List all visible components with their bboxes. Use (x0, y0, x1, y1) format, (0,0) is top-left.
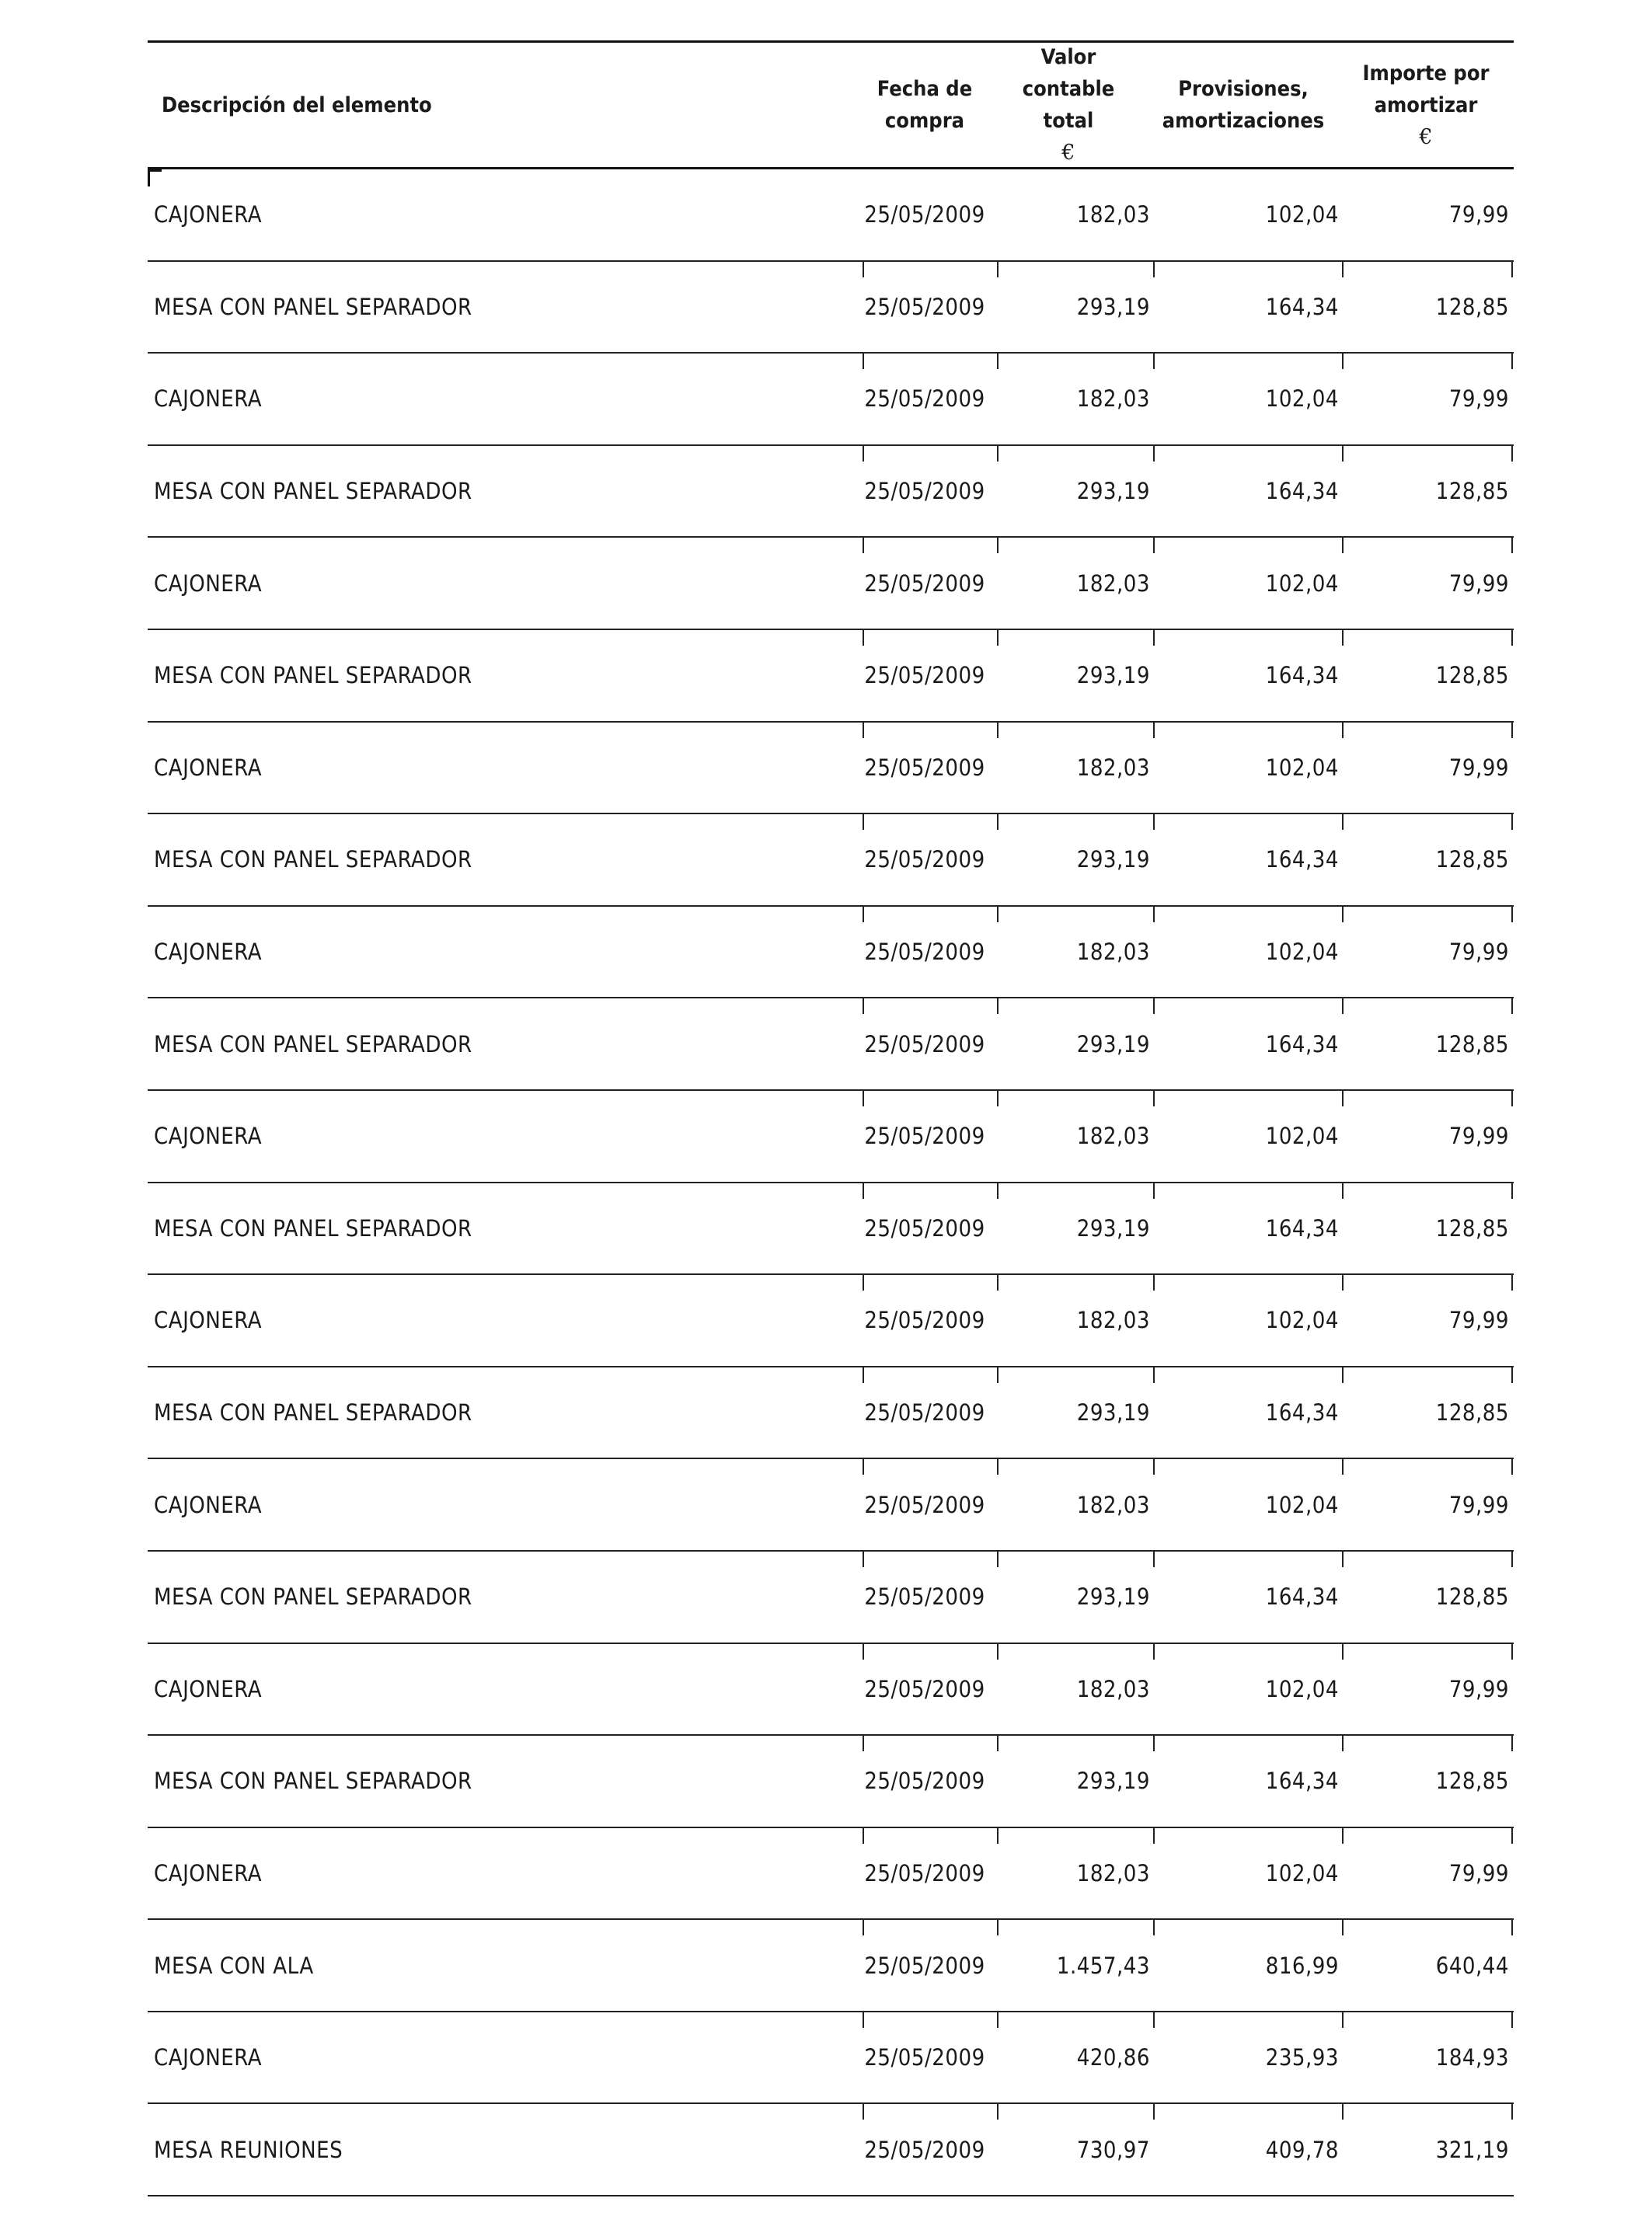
column-tick (1153, 1644, 1155, 1660)
column-tick (1511, 1828, 1513, 1844)
cell-book-value: 293,19 (1076, 1399, 1150, 1427)
table-row (148, 262, 1514, 354)
column-tick (1153, 814, 1155, 830)
column-tick (1342, 1091, 1344, 1106)
cell-purchase-date: 25/05/2009 (864, 662, 985, 689)
cell-purchase-date: 25/05/2009 (864, 1583, 985, 1611)
table-row (148, 169, 1514, 262)
cell-purchase-date: 25/05/2009 (864, 478, 985, 505)
cell-book-value: 182,03 (1076, 1675, 1150, 1702)
cell-provisions: 102,04 (1265, 1123, 1339, 1150)
column-tick (997, 1644, 999, 1660)
column-tick (1153, 1920, 1155, 1935)
header-amount-line2: amortizar € (1362, 89, 1489, 153)
cell-purchase-date: 25/05/2009 (864, 846, 985, 873)
cell-book-value: 182,03 (1076, 1123, 1150, 1150)
cell-provisions: 164,34 (1265, 1214, 1339, 1242)
header-book-value-line2: contable (1022, 77, 1115, 101)
cell-description: CAJONERA (154, 385, 263, 413)
table-row (148, 630, 1514, 723)
header-description: Descripción del elemento (162, 92, 432, 117)
cell-provisions: 164,34 (1265, 1030, 1339, 1057)
table-row (148, 1091, 1514, 1183)
column-tick (1342, 538, 1344, 553)
cell-description: CAJONERA (154, 2044, 263, 2071)
column-tick (997, 2012, 999, 2028)
cell-book-value: 182,03 (1076, 1859, 1150, 1886)
cell-provisions: 164,34 (1265, 293, 1339, 320)
cell-purchase-date: 25/05/2009 (864, 1675, 985, 1702)
table-body (148, 169, 1514, 2196)
cell-amount-to-amortize: 79,99 (1448, 754, 1509, 781)
cell-provisions: 102,04 (1265, 1675, 1339, 1702)
column-tick (1342, 1367, 1344, 1383)
column-tick (1511, 1367, 1513, 1383)
column-tick (997, 354, 999, 369)
cell-provisions: 102,04 (1265, 754, 1339, 781)
table-row (148, 2012, 1514, 2105)
cell-description: MESA CON PANEL SEPARADOR (154, 478, 472, 505)
cell-amount-to-amortize: 184,93 (1435, 2044, 1509, 2071)
header-book-value-line3: total € (1023, 105, 1115, 169)
cell-purchase-date: 25/05/2009 (864, 385, 985, 413)
cell-description: CAJONERA (154, 1123, 263, 1150)
header-book-value (999, 43, 1138, 167)
cell-description: MESA CON PANEL SEPARADOR (154, 1768, 472, 1795)
cell-book-value: 420,86 (1076, 2044, 1150, 2071)
cell-purchase-date: 25/05/2009 (864, 201, 985, 228)
column-tick (1511, 1091, 1513, 1106)
cell-description: CAJONERA (154, 1491, 263, 1518)
header-provisions-line2: amortizaciones (1162, 109, 1325, 133)
cell-book-value: 182,03 (1076, 754, 1150, 781)
cell-amount-to-amortize: 128,85 (1435, 293, 1509, 320)
column-tick (1511, 1183, 1513, 1199)
cell-purchase-date: 25/05/2009 (864, 570, 985, 597)
cell-description: MESA CON PANEL SEPARADOR (154, 662, 472, 689)
column-tick (997, 1552, 999, 1567)
column-tick (997, 1736, 999, 1751)
cell-description: MESA REUNIONES (154, 2136, 343, 2163)
cell-book-value: 1.457,43 (1056, 1952, 1150, 1979)
column-tick (1511, 1275, 1513, 1291)
column-tick (1511, 2012, 1513, 2028)
column-tick (1153, 2012, 1155, 2028)
cell-provisions: 164,34 (1265, 662, 1339, 689)
header-purchase-date-line2: compra (884, 109, 965, 133)
cell-book-value: 293,19 (1076, 662, 1150, 689)
asset-table (148, 40, 1514, 2196)
column-tick (1342, 354, 1344, 369)
cell-description: CAJONERA (154, 1859, 263, 1886)
cell-amount-to-amortize: 128,85 (1435, 846, 1509, 873)
cell-purchase-date: 25/05/2009 (864, 1859, 985, 1886)
column-tick (997, 814, 999, 830)
table-row (148, 814, 1514, 907)
cell-book-value: 293,19 (1076, 846, 1150, 873)
cell-provisions: 164,34 (1265, 1768, 1339, 1795)
cell-purchase-date: 25/05/2009 (864, 939, 985, 966)
column-tick (1153, 354, 1155, 369)
cell-amount-to-amortize: 321,19 (1435, 2136, 1509, 2163)
column-tick (1153, 1275, 1155, 1291)
cell-provisions: 409,78 (1265, 2136, 1339, 2163)
cell-book-value: 182,03 (1076, 939, 1150, 966)
cell-purchase-date: 25/05/2009 (864, 1123, 985, 1150)
cell-amount-to-amortize: 79,99 (1448, 201, 1509, 228)
cell-purchase-date: 25/05/2009 (864, 2044, 985, 2071)
euro-symbol: € (1419, 124, 1433, 149)
cell-book-value: 293,19 (1076, 1030, 1150, 1057)
header-amount-to-amortize (1344, 43, 1507, 167)
column-tick (1153, 2104, 1155, 2120)
cell-provisions: 102,04 (1265, 939, 1339, 966)
column-tick (1342, 723, 1344, 738)
column-tick (1153, 1091, 1155, 1106)
table-row (148, 1459, 1514, 1552)
cell-book-value: 293,19 (1076, 1768, 1150, 1795)
column-tick (1153, 262, 1155, 277)
table-row (148, 1183, 1514, 1276)
cell-purchase-date: 25/05/2009 (864, 293, 985, 320)
cell-provisions: 102,04 (1265, 1491, 1339, 1518)
cell-description: MESA CON PANEL SEPARADOR (154, 846, 472, 873)
cell-provisions: 164,34 (1265, 478, 1339, 505)
column-tick (1511, 1736, 1513, 1751)
column-tick (1511, 446, 1513, 462)
cell-description: CAJONERA (154, 754, 263, 781)
table-row (148, 538, 1514, 630)
cell-description: CAJONERA (154, 570, 263, 597)
column-tick (1342, 1828, 1344, 1844)
column-tick (1342, 1275, 1344, 1291)
cell-provisions: 102,04 (1265, 201, 1339, 228)
cell-provisions: 164,34 (1265, 1399, 1339, 1427)
column-tick (1153, 538, 1155, 553)
column-tick (997, 907, 999, 922)
column-tick (997, 1459, 999, 1475)
cell-amount-to-amortize: 128,85 (1435, 478, 1509, 505)
column-tick (1511, 2104, 1513, 2120)
cell-amount-to-amortize: 79,99 (1448, 1675, 1509, 1702)
cell-provisions: 164,34 (1265, 1583, 1339, 1611)
column-tick (997, 2104, 999, 2120)
cell-book-value: 730,97 (1076, 2136, 1150, 2163)
column-tick (1153, 446, 1155, 462)
cell-provisions: 102,04 (1265, 1307, 1339, 1334)
cell-provisions: 102,04 (1265, 385, 1339, 413)
column-tick (997, 1091, 999, 1106)
column-tick (1511, 538, 1513, 553)
cell-book-value: 182,03 (1076, 1307, 1150, 1334)
column-tick (1153, 1367, 1155, 1383)
column-tick (1511, 1459, 1513, 1475)
cell-amount-to-amortize: 128,85 (1435, 1399, 1509, 1427)
column-tick (997, 1275, 999, 1291)
cell-book-value: 182,03 (1076, 201, 1150, 228)
column-tick (1342, 446, 1344, 462)
cell-book-value: 293,19 (1076, 293, 1150, 320)
table-header (148, 43, 1514, 169)
column-tick (1342, 907, 1344, 922)
header-provisions-line1: Provisiones, (1178, 77, 1309, 101)
table-row (148, 1920, 1514, 2012)
cell-provisions: 816,99 (1265, 1952, 1339, 1979)
column-tick (1342, 1736, 1344, 1751)
column-tick (1342, 998, 1344, 1014)
table-row (148, 998, 1514, 1091)
header-purchase-date-line1: Fecha de (877, 77, 973, 101)
cell-amount-to-amortize: 128,85 (1435, 1030, 1509, 1057)
cell-purchase-date: 25/05/2009 (864, 1952, 985, 1979)
column-tick (997, 1828, 999, 1844)
column-tick (997, 1183, 999, 1199)
table-row (148, 907, 1514, 999)
cell-purchase-date: 25/05/2009 (864, 1768, 985, 1795)
cell-book-value: 293,19 (1076, 478, 1150, 505)
cell-amount-to-amortize: 128,85 (1435, 1214, 1509, 1242)
column-tick (1153, 1736, 1155, 1751)
cell-amount-to-amortize: 79,99 (1448, 1491, 1509, 1518)
column-tick (997, 1367, 999, 1383)
column-tick (1511, 630, 1513, 646)
header-provisions (1158, 43, 1329, 167)
column-tick (997, 723, 999, 738)
cell-amount-to-amortize: 128,85 (1435, 1768, 1509, 1795)
column-tick (997, 538, 999, 553)
column-tick (997, 998, 999, 1014)
column-tick (1511, 1920, 1513, 1935)
table-row (148, 1644, 1514, 1737)
column-tick (1153, 1828, 1155, 1844)
table-row (148, 723, 1514, 815)
column-tick (1153, 1459, 1155, 1475)
cell-description: CAJONERA (154, 939, 263, 966)
cell-provisions: 102,04 (1265, 1859, 1339, 1886)
cell-purchase-date: 25/05/2009 (864, 1399, 985, 1427)
cell-description: MESA CON ALA (154, 1952, 314, 1979)
cell-book-value: 293,19 (1076, 1583, 1150, 1611)
euro-symbol: € (1061, 141, 1075, 165)
cell-purchase-date: 25/05/2009 (864, 1491, 985, 1518)
cell-book-value: 182,03 (1076, 385, 1150, 413)
cell-book-value: 182,03 (1076, 570, 1150, 597)
table-row (148, 446, 1514, 538)
cell-description: MESA CON PANEL SEPARADOR (154, 1583, 472, 1611)
column-tick (1511, 723, 1513, 738)
cell-purchase-date: 25/05/2009 (864, 1030, 985, 1057)
column-tick (1342, 630, 1344, 646)
column-tick (1153, 723, 1155, 738)
table-row (148, 2104, 1514, 2196)
column-tick (1342, 1459, 1344, 1475)
cell-description: CAJONERA (154, 201, 263, 228)
cell-book-value: 293,19 (1076, 1214, 1150, 1242)
column-tick (997, 262, 999, 277)
column-tick (1153, 1552, 1155, 1567)
cell-provisions: 235,93 (1265, 2044, 1339, 2071)
cell-description: MESA CON PANEL SEPARADOR (154, 1214, 472, 1242)
column-tick (1342, 1183, 1344, 1199)
cell-purchase-date: 25/05/2009 (864, 1214, 985, 1242)
column-tick (1342, 2012, 1344, 2028)
column-tick (1342, 1920, 1344, 1935)
cell-amount-to-amortize: 79,99 (1448, 385, 1509, 413)
cell-amount-to-amortize: 79,99 (1448, 1859, 1509, 1886)
column-tick (1511, 907, 1513, 922)
cell-purchase-date: 25/05/2009 (864, 754, 985, 781)
column-tick (997, 446, 999, 462)
column-tick (1342, 1644, 1344, 1660)
column-tick (1342, 262, 1344, 277)
column-tick (1153, 907, 1155, 922)
column-tick (1511, 814, 1513, 830)
column-tick (1342, 814, 1344, 830)
cell-amount-to-amortize: 79,99 (1448, 1123, 1509, 1150)
column-tick (1511, 262, 1513, 277)
table-row (148, 1736, 1514, 1828)
cell-amount-to-amortize: 79,99 (1448, 570, 1509, 597)
cell-amount-to-amortize: 79,99 (1448, 939, 1509, 966)
cell-amount-to-amortize: 640,44 (1435, 1952, 1509, 1979)
column-tick (1153, 630, 1155, 646)
column-tick (1511, 1644, 1513, 1660)
header-amount-line1: Importe por (1362, 61, 1490, 85)
cell-provisions: 164,34 (1265, 846, 1339, 873)
column-tick (1153, 998, 1155, 1014)
column-tick (997, 630, 999, 646)
cell-description: MESA CON PANEL SEPARADOR (154, 293, 472, 320)
cell-provisions: 102,04 (1265, 570, 1339, 597)
column-tick (1511, 998, 1513, 1014)
cell-amount-to-amortize: 79,99 (1448, 1307, 1509, 1334)
table-row (148, 1552, 1514, 1644)
cell-description: CAJONERA (154, 1675, 263, 1702)
table-row (148, 1367, 1514, 1460)
table-row (148, 1828, 1514, 1921)
table-row (148, 354, 1514, 446)
column-tick (997, 1920, 999, 1935)
header-book-value-line1: Valor (1040, 45, 1096, 69)
column-tick (1511, 1552, 1513, 1567)
table-row (148, 1275, 1514, 1367)
cell-purchase-date: 25/05/2009 (864, 2136, 985, 2163)
cell-amount-to-amortize: 128,85 (1435, 662, 1509, 689)
column-tick (1511, 354, 1513, 369)
cell-purchase-date: 25/05/2009 (864, 1307, 985, 1334)
cell-description: MESA CON PANEL SEPARADOR (154, 1030, 472, 1057)
column-tick (1342, 2104, 1344, 2120)
header-purchase-date (866, 43, 983, 167)
cell-description: MESA CON PANEL SEPARADOR (154, 1399, 472, 1427)
column-tick (1342, 1552, 1344, 1567)
column-tick (1153, 1183, 1155, 1199)
cell-book-value: 182,03 (1076, 1491, 1150, 1518)
cell-description: CAJONERA (154, 1307, 263, 1334)
cell-amount-to-amortize: 128,85 (1435, 1583, 1509, 1611)
